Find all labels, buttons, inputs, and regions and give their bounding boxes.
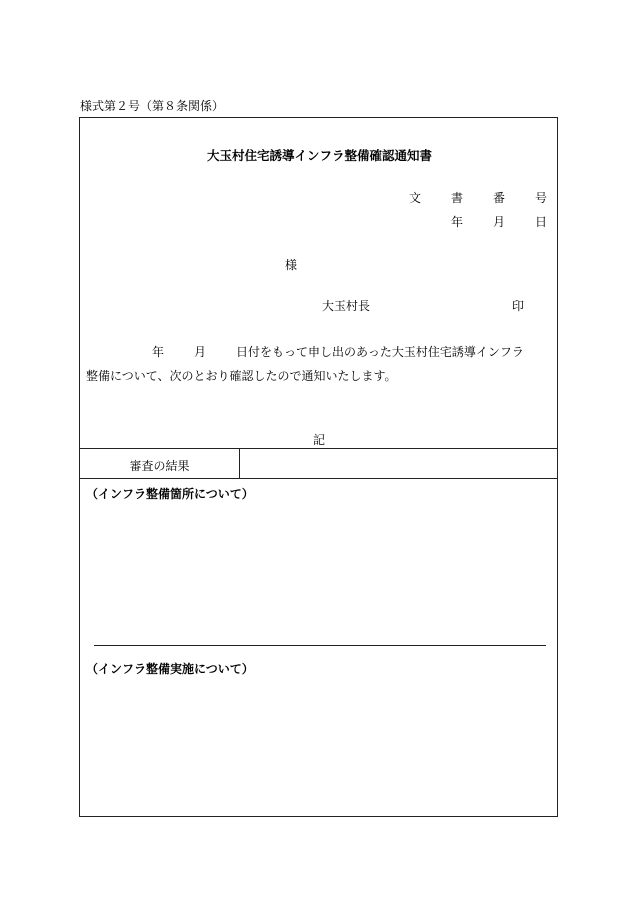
doc-number-char: 文: [408, 191, 421, 205]
result-row-border: [80, 478, 557, 479]
body-month: 月: [194, 345, 207, 359]
doc-number-char: 号: [534, 191, 547, 205]
result-label: 審査の結果: [129, 459, 190, 473]
seal-mark: 印: [512, 299, 525, 313]
section-divider: [94, 645, 546, 646]
body-text-line-1: [152, 343, 524, 360]
ki-heading: 記: [313, 433, 326, 447]
result-column-divider: [239, 448, 240, 478]
issue-date-field: [421, 213, 547, 230]
issuer-name: 大玉村長: [322, 299, 371, 313]
doc-number-char: 書: [450, 191, 463, 205]
doc-number-char: 番: [492, 191, 505, 205]
form-number-label: 様式第２号（第８条関係）: [80, 99, 225, 113]
date-year: 年: [450, 215, 463, 229]
addressee-suffix: 様: [285, 258, 298, 272]
date-month: 月: [492, 215, 505, 229]
section-infrastructure-location: （インフラ整備箇所について）: [86, 487, 254, 501]
section-infrastructure-implementation: （インフラ整備実施について）: [86, 662, 254, 676]
body-text-line-2: 整備について、次のとおり確認したので通知いたします。: [86, 369, 397, 383]
body-year: 年: [152, 345, 165, 359]
date-day: 日: [534, 215, 547, 229]
document-title: 大玉村住宅誘導インフラ整備確認通知書: [206, 148, 432, 163]
table-top-border: [80, 448, 557, 449]
document-number-field: [379, 189, 547, 206]
body-line1-rest: 日付をもって申し出のあった大玉村住宅誘導インフラ: [236, 345, 524, 359]
notice-form-frame: [79, 117, 558, 817]
